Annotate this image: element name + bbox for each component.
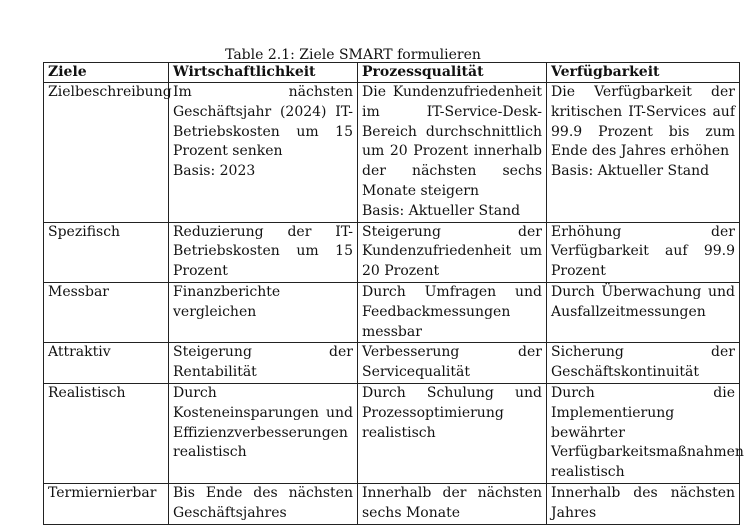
table-cell: Durch Überwachung und Ausfallzeitmessungen [547, 282, 740, 342]
table-row [44, 483, 740, 524]
table-cell: Reduzierung der IT-Betriebskosten um 15 Prozent [169, 222, 358, 282]
cell-text: Die Kundenzufriedenheit im IT-Service-Desk-Bereich durchschnittlich um 20 Prozent innerhalb der nächsten sechs Monate steigern [362, 84, 542, 199]
row-label: Realistisch [44, 383, 169, 483]
cell-basis: Basis: Aktueller Stand [551, 163, 710, 180]
row-label: Messbar [44, 282, 169, 342]
header-prozessqualitaet: Prozessqualität [358, 63, 547, 83]
table-cell: Steigerung der Rentabilität [169, 343, 358, 384]
table-cell [169, 83, 358, 223]
table-cell: Erhöhung der Verfügbarkeit auf 99.9 Prozent [547, 222, 740, 282]
table-row [44, 83, 740, 223]
row-label: Spezifisch [44, 222, 169, 282]
table-cell: Bis Ende des nächsten Geschäftsjahres [169, 483, 358, 524]
header-wirtschaftlichkeit: Wirtschaftlichkeit [169, 63, 358, 83]
table-cell: Finanzberichte vergleichen [169, 282, 358, 342]
table-cell: Durch Schulung und Prozessoptimierung realistisch [358, 383, 547, 483]
row-label: Zielbeschreibung [44, 83, 169, 223]
row-label: Termiernierbar [44, 483, 169, 524]
table-cell: Innerhalb der nächsten sechs Monate [358, 483, 547, 524]
table-cell: Durch Umfragen und Feedbackmessungen messbar [358, 282, 547, 342]
cell-text: Die Verfügbarkeit der kritischen IT-Services auf 99.9 Prozent bis zum Ende des Jahres erhöhen [551, 84, 735, 160]
table-cell: Verbesserung der Servicequalität [358, 343, 547, 384]
table-cell: Innerhalb des nächsten Jahres [547, 483, 740, 524]
header-ziele: Ziele [44, 63, 169, 83]
row-label: Attraktiv [44, 343, 169, 384]
table-caption: Table 2.1: Ziele SMART formulieren [225, 47, 481, 63]
table-header-row [44, 63, 740, 83]
cell-basis: Basis: 2023 [173, 163, 256, 180]
cell-text: Im nächsten Geschäftsjahr (2024) IT-Betriebskosten um 15 Prozent senken [173, 84, 353, 160]
smart-goals-table [43, 62, 744, 525]
table-cell [547, 83, 740, 223]
table-row [44, 383, 740, 483]
table-cell: Sicherung der Geschäftskontinuität [547, 343, 740, 384]
header-verfuegbarkeit: Verfügbarkeit [547, 63, 740, 83]
table-row [44, 282, 740, 342]
table-row [44, 343, 740, 384]
table-cell: Durch Kosteneinsparungen und Effizienzverbesserungen realistisch [169, 383, 358, 483]
table-row [44, 222, 740, 282]
table-cell: Steigerung der Kundenzufriedenheit um 20 Prozent [358, 222, 547, 282]
table-cell [358, 83, 547, 223]
table-cell: Durch die Implementierung bewährter Verfügbarkeitsmaßnahmen realistisch [547, 383, 740, 483]
cell-basis: Basis: Aktueller Stand [362, 202, 521, 219]
